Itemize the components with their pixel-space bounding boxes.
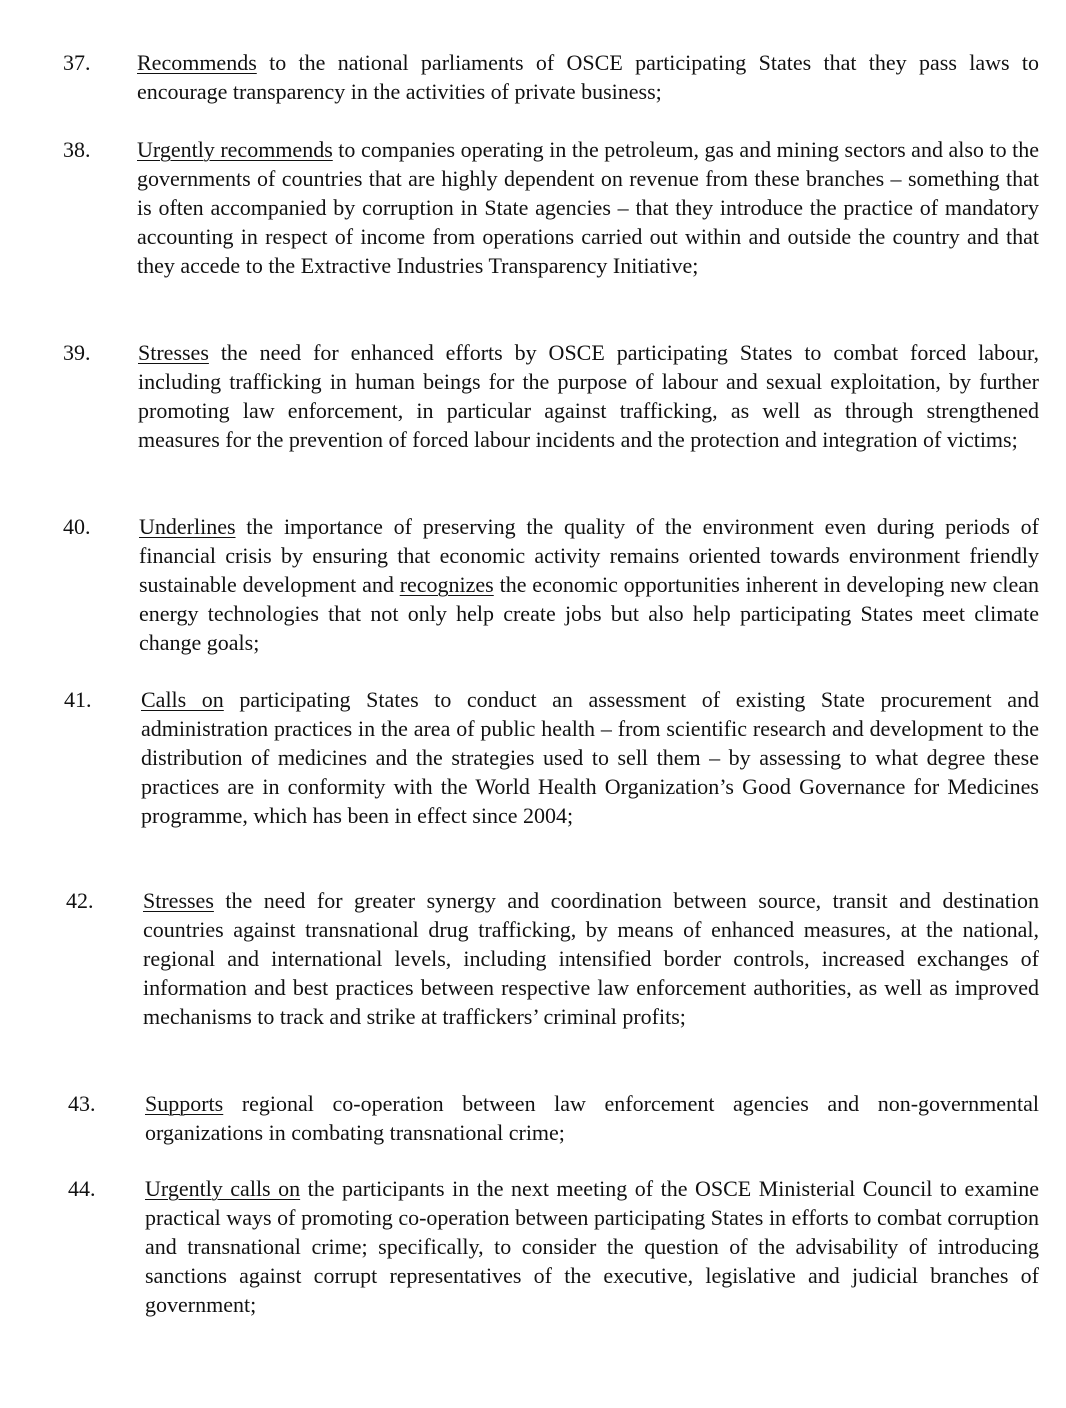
paragraph-keyword: Underlines [139, 514, 236, 539]
paragraph-text [139, 512, 1039, 657]
paragraph-keyword: Stresses [138, 340, 209, 365]
paragraph-text [141, 685, 1039, 830]
paragraph-body: the need for greater synergy and coordination between source, transit and destination countries against transnational drug trafficking, by means of enhanced measures, at the national, regional and international levels, including intensified border controls, increased exchanges of information and best practices between respective law enforcement authorities, as well as improved mechanisms to track and strike at traffickers’ criminal profits; [143, 888, 1039, 1029]
paragraph-body: to the national parliaments of OSCE participating States that they pass laws to encourage transparency in the activities of private business; [137, 50, 1039, 104]
paragraph-keyword: Calls on [141, 687, 224, 712]
paragraph-text [143, 886, 1039, 1031]
paragraph-body: the importance of preserving the quality of the environment even during periods of financial crisis by ensuring that economic activity remains oriented towards environment friendly sustainable development and [139, 514, 1039, 597]
paragraph-number: 41. [64, 687, 92, 712]
paragraph-keyword: Supports [145, 1091, 224, 1116]
paragraph-keyword: Urgently calls on [145, 1176, 301, 1201]
paragraph-number: 38. [63, 137, 91, 162]
paragraph-body-2: the economic opportunities inherent in developing new clean energy technologies that not only help create jobs but also help participating States meet climate change goals; [139, 572, 1039, 655]
paragraph-text [145, 1174, 1039, 1319]
paragraph-text [145, 1089, 1039, 1147]
paragraph-number: 40. [63, 514, 91, 539]
paragraph-keyword: Stresses [143, 888, 214, 913]
paragraph-body: participating States to conduct an assessment of existing State procurement and administration practices in the area of public health – from scientific research and development to the distribution of medicines and the strategies used to sell them – by assessing to what degree these practices are in conformity with the World Health Organization’s Good Governance for Medicines programme, which has been in effect since 2004; [141, 687, 1039, 828]
paragraph-number: 37. [63, 50, 91, 75]
paragraph-body: regional co-operation between law enforcement agencies and non-governmental organizations in combating transnational crime; [145, 1091, 1039, 1145]
paragraph-number: 43. [68, 1091, 96, 1116]
paragraph-body: to companies operating in the petroleum, gas and mining sectors and also to the governments of countries that are highly dependent on revenue from these branches – something that is often accompanied by corruption in State agencies – that they introduce the practice of mandatory accounting in respect of income from operations carried out within and outside the country and that they accede to the Extractive Industries Transparency Initiative; [137, 137, 1039, 278]
paragraph-keyword: Recommends [137, 50, 257, 75]
paragraph-number: 42. [66, 888, 94, 913]
paragraph-text [138, 338, 1039, 454]
paragraph-keyword: Urgently recommends [137, 137, 333, 162]
paragraph-body: the participants in the next meeting of the OSCE Ministerial Council to examine practical ways of promoting co-operation between participating States in efforts to combat corruption and transnational crime; specifically, to consider the question of the advisability of introducing sanctions against corrupt representatives of the executive, legislative and judicial branches of government; [145, 1176, 1040, 1317]
paragraph-number: 44. [68, 1176, 96, 1201]
paragraph-number: 39. [63, 340, 91, 365]
paragraph-text [137, 135, 1039, 280]
paragraph-body: the need for enhanced efforts by OSCE participating States to combat forced labour, including trafficking in human beings for the purpose of labour and sexual exploitation, by further promoting law enforcement, in particular against trafficking, as well as through strengthened measures for the prevention of forced labour incidents and the protection and integration of victims; [138, 340, 1039, 452]
paragraph-keyword-2: recognizes [399, 572, 494, 597]
paragraph-text [137, 48, 1039, 106]
